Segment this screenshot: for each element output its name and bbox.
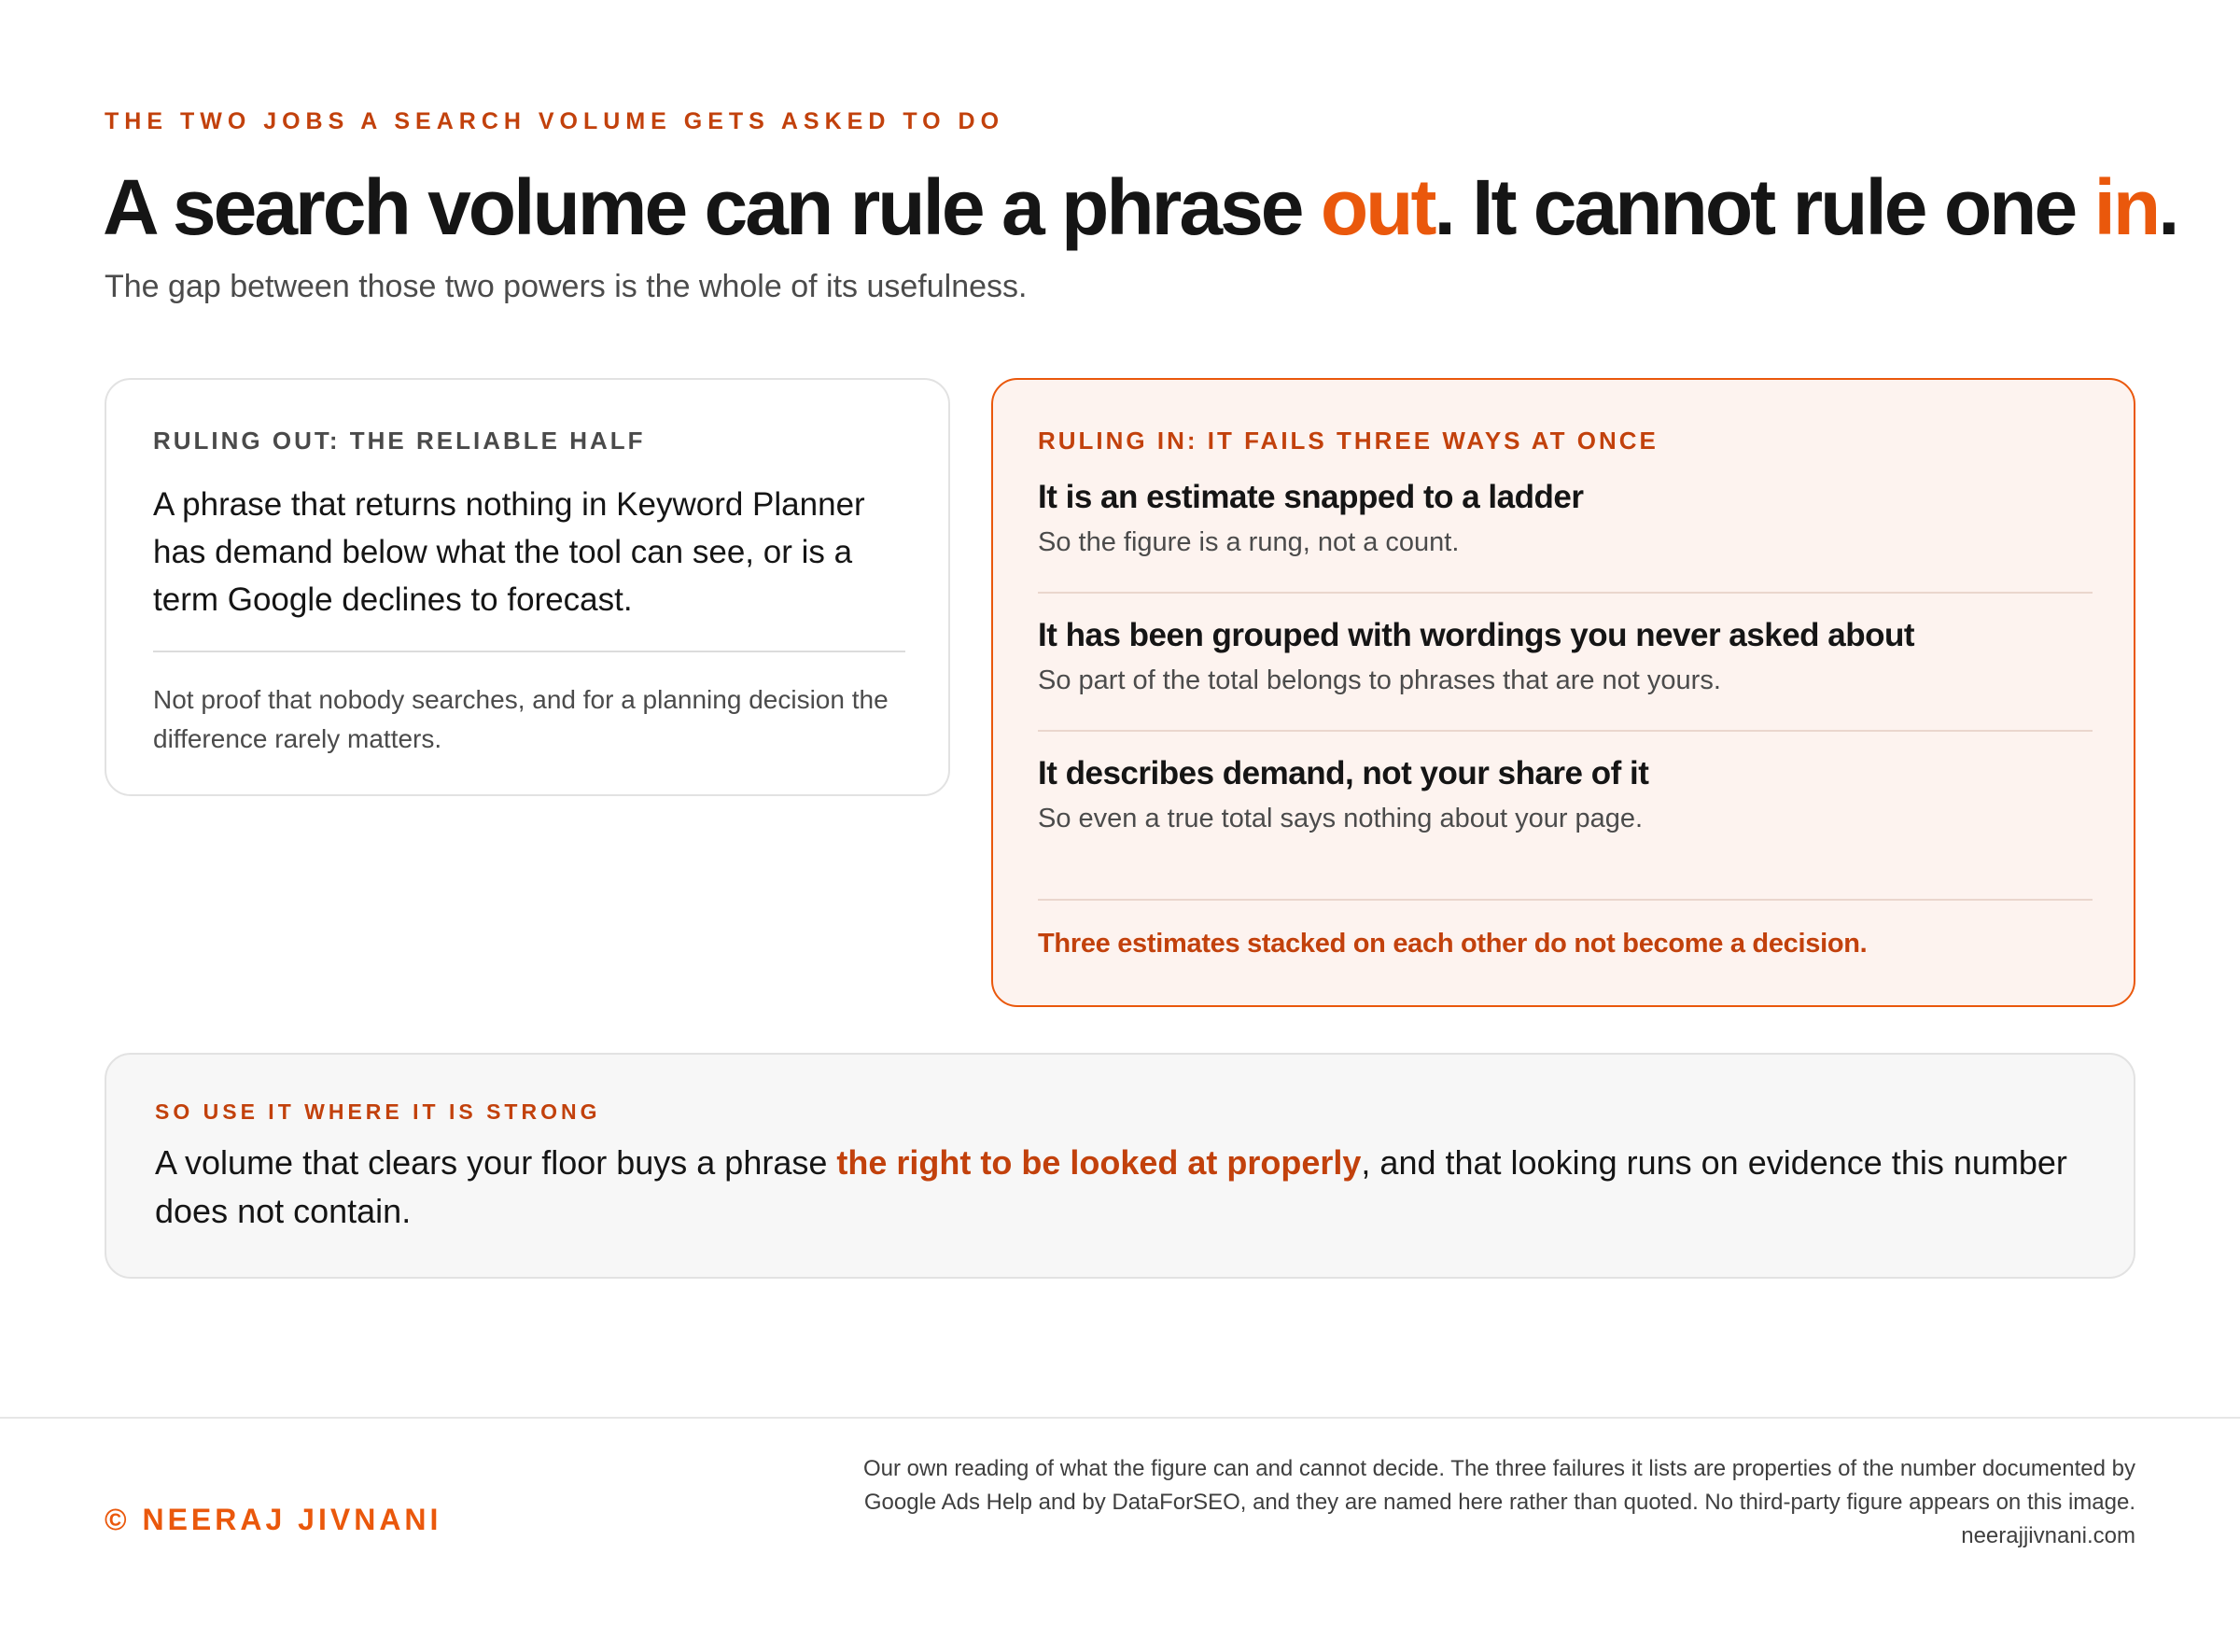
failure-item (1038, 615, 2093, 699)
headline-part-3: . (2158, 163, 2177, 251)
use-it-highlight: the right to be looked at properly (836, 1143, 1362, 1182)
ruling-out-note: Not proof that nobody searches, and for a planning decision the difference rarely matters. (153, 685, 889, 753)
source-footnote (829, 1452, 2135, 1553)
ruling-out-card (105, 378, 950, 796)
headline (103, 161, 2177, 254)
divider (153, 651, 905, 652)
eyebrow-label: THE TWO JOBS A SEARCH VOLUME GETS ASKED TO DO (105, 108, 1005, 134)
failure-subtitle: So part of the total belongs to phrases that are not yours. (1038, 665, 1721, 695)
headline-part-2: . It cannot rule one (1434, 163, 2094, 251)
subtitle: The gap between those two powers is the whole of its usefulness. (105, 269, 1028, 304)
headline-part-1: A search volume can rule a phrase (103, 163, 1321, 251)
use-it-label: SO USE IT WHERE IT IS STRONG (155, 1099, 601, 1124)
failure-title: It has been grouped with wordings you never asked about (1038, 617, 1915, 653)
ruling-out-label: RULING OUT: THE RELIABLE HALF (153, 427, 646, 455)
failure-title: It is an estimate snapped to a ladder (1038, 479, 1584, 515)
use-it-body (155, 1139, 2096, 1236)
site-url: neerajjivnani.com (1961, 1523, 2135, 1548)
failure-subtitle: So even a true total says nothing about your page. (1038, 804, 1644, 833)
failure-item (1038, 477, 2093, 561)
headline-accent-out: out (1320, 163, 1435, 251)
use-it-body-end: , and that looking runs on evidence this number does not contain. (155, 1143, 2067, 1230)
ruling-in-conclusion: Three estimates stacked on each other do not become a decision. (1038, 929, 1868, 959)
divider (1038, 592, 2093, 594)
ruling-in-label: RULING IN: IT FAILS THREE WAYS AT ONCE (1038, 427, 1659, 455)
use-it-body-start: A volume that clears your floor buys a phrase (155, 1143, 837, 1182)
divider (1038, 899, 2093, 901)
divider (1038, 730, 2093, 732)
footnote-text: Our own reading of what the figure can and cannot decide. The three failures it lists are properties of the number documented by Google Ads Help and by DataForSEO, and they are named here rather than quoted. No third-party figure appears on this image. (862, 1456, 2135, 1515)
use-it-card (105, 1053, 2135, 1279)
copyright-brand: © NEERAJ JIVNANI (105, 1503, 442, 1536)
failure-item (1038, 753, 2093, 837)
failure-title: It describes demand, not your share of it (1038, 755, 1649, 791)
ruling-out-lead: A phrase that returns nothing in Keyword Planner has demand below what the tool can see, or is a term Google declines to forecast. (153, 486, 865, 618)
failure-subtitle: So the figure is a rung, not a count. (1038, 527, 1460, 557)
ruling-in-card (991, 378, 2135, 1007)
headline-accent-in: in (2093, 163, 2159, 251)
footer-divider (0, 1417, 2240, 1419)
